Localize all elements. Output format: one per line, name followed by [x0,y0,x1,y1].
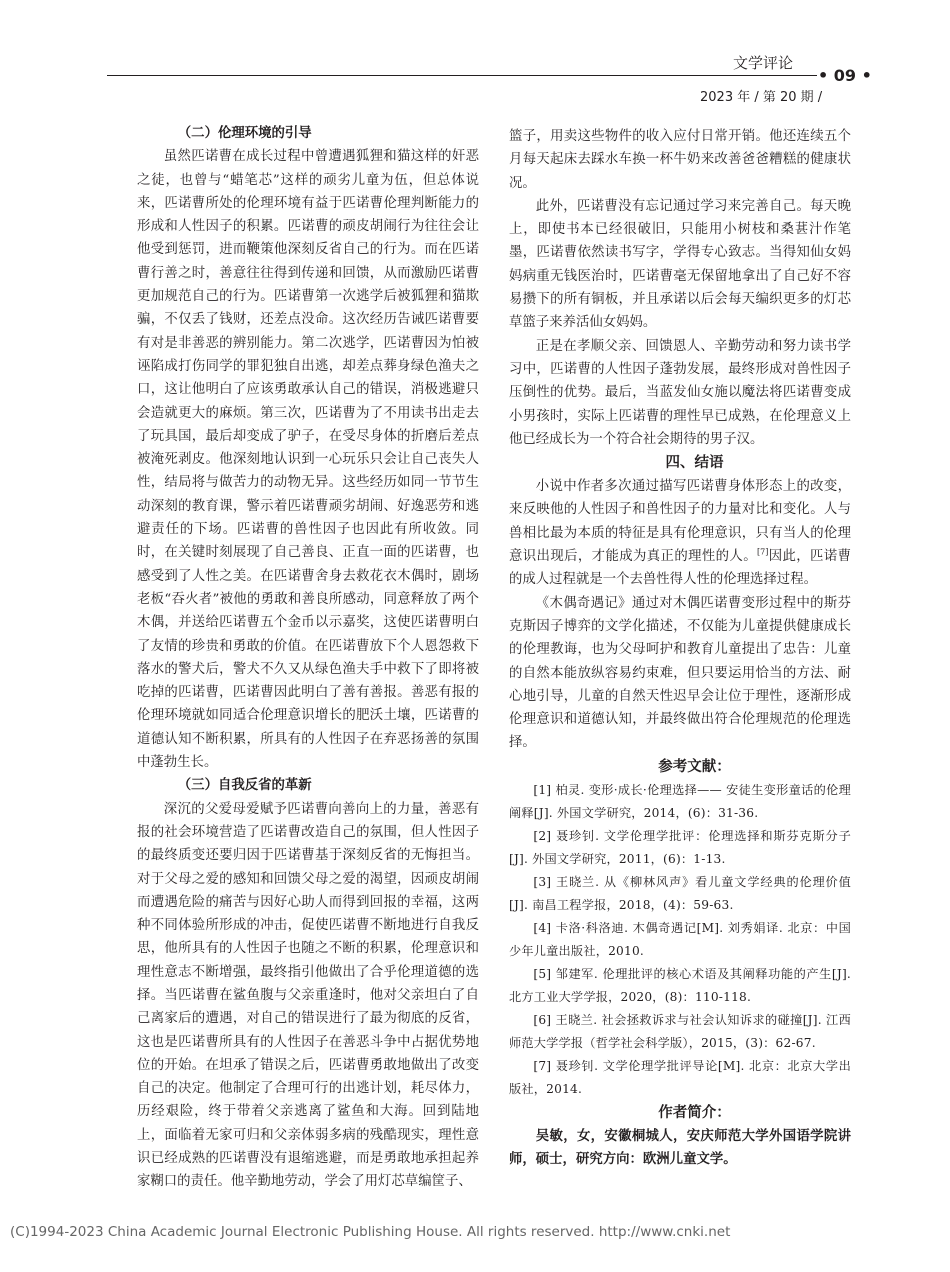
paragraph: 《木偶奇遇记》通过对木偶匹诺曹变形过程中的斯芬克斯因子博弈的文学化描述，不仅能为儿童提供健康成长的伦理教诲，也为父母呵护和教育儿童提出了忠告：儿童的自然本能放纵容易约束难，但只要运用恰当的方法、耐心地引导，儿童的自然天性迟早会让位于理性，逐渐形成伦理意识和道德认知，并最终做出符合伦理规范的伦理选择。 [509,595,851,751]
paragraph: 此外，匹诺曹没有忘记通过学习来完善自己。每天晚上，即使书本已经很破旧，只能用小树枝和桑葚汁作笔墨，匹诺曹依然读书写字，学得专心致志。当得知仙女妈妈病重无钱医治时，匹诺曹毫无保留地拿出了自己好不容易攒下的所有铜板，并且承诺以后会每天编织更多的灯芯草篮子来养活仙女妈妈。 [509,198,851,331]
paragraph: 正是在孝顺父亲、回馈恩人、辛勤劳动和努力读书学习中，匹诺曹的人性因子蓬勃发展，最终形成对兽性因子压倒性的优势。最后，当蓝发仙女施以魔法将匹诺曹变成小男孩时，实际上匹诺曹的理性早已成熟，在伦理意义上他已经成长为一个符合社会期待的男子汉。 [509,338,851,447]
references-heading: 参考文献： [658,757,731,775]
paragraph: 篮子，用卖这些物件的收入应付日常开销。他还连续五个月每天起床去踩水车换一杯牛奶来改善爸爸糟糕的健康状况。 [509,129,851,191]
reference-item: [5] 邹建军. 伦理批评的核心术语及其阐释功能的产生[J]. 北方工业大学学报，2020，(8)：110-118. [509,966,851,1004]
section-heading: 四、结语 [665,454,724,472]
issue-label: 2023 年 / 第 20 期 / [700,90,823,105]
section-heading: （三）自我反省的革新 [177,777,312,794]
reference-item: [1] 柏灵. 变形·成长·伦理选择—— 安徒生变形童话的伦理阐释[J]. 外国文学研究，2014，(6)：31-36. [509,782,851,820]
left-column [137,122,479,1194]
reference-item: [7] 聂珍钊. 文学伦理学批评导论[M]. 北京：北京大学出版社，2014. [509,1058,851,1096]
paragraph: 深沉的父爱母爱赋予匹诺曹向善向上的力量，善恶有报的社会环境营造了匹诺曹改造自己的氛围，但人性因子的最终质变还要归因于匹诺曹基于深刻反省的无悔担当。对于父母之爱的感知和回馈父母之爱的渴望，因顽皮胡闹而遭遇危险的痛苦与因好心助人而得到回报的幸福，这两种不同体验所形成的冲击，促使匹诺曹不断地进行自我反思，他所具有的人性因子也随之不断的积累，伦理意识和理性意志不断增强，最终指引他做出了合乎伦理道德的选择。当匹诺曹在鲨鱼腹与父亲重逢时，他对父亲坦白了自己离家后的遭遇，对自己的错误进行了最为彻底的反省，这也是匹诺曹所具有的人性因子在善恶斗争中占据优势地位的开始。在坦承了错误之后，匹诺曹勇敢地做出了改变自己的决定。他制定了合理可行的出逃计划，耗尽体力，历经艰险，终于带着父亲逃离了鲨鱼和大海。回到陆地上，面临着无家可归和父亲体弱多病的残酷现实，理性意识已经成熟的匹诺曹没有退缩逃避，而是勇敢地承担起养家糊口的责任。他辛勤地劳动，学会了用灯芯草编筐子、 [137,801,479,1190]
right-column [509,125,851,1171]
copyright-footer: (C)1994-2023 China Academic Journal Electronic Publishing House. All rights reserved. http://www.cnki.net [10,1224,731,1240]
paragraph-text: 因此，匹诺曹的成人过程就是一个去兽性得人性的伦理选择过程。 [509,549,852,588]
paragraph [509,475,851,591]
author-bio: 吴敏，女，安徽桐城人，安庆师范大学外国语学院讲师，硕士，研究方向：欧洲儿童文学。 [509,1127,851,1168]
paragraph-text: 小说中作者多次通过描写匹诺曹身体形态上的改变，来反映他的人性因子和兽性因子的力量对比和变化。人与兽相比最为本质的特征是具有伦理意识，只有当人的伦理意识出现后，才能成为真正的理性的人。 [509,479,851,565]
citation-mark: [7] [757,547,769,557]
reference-item: [2] 聂珍钊. 文学伦理学批评：伦理选择和斯芬克斯分子[J]. 外国文学研究，2011，(6)：1-13. [509,828,851,866]
reference-item: [4] 卡洛·科洛迪. 木偶奇遇记[M]. 刘秀娟译. 北京：中国少年儿童出版社，2010. [509,920,851,958]
header-rule [107,75,817,76]
page-number: • 09 • [818,66,872,85]
reference-item: [3] 王晓兰. 从《柳林风声》看儿童文学经典的伦理价值[J]. 南昌工程学报，2018，(4)：59-63. [509,874,851,912]
journal-name: 文学评论 [733,54,794,72]
author-heading: 作者简介： [658,1103,731,1121]
section-heading: （二）伦理环境的引导 [177,125,312,141]
reference-item: [6] 王晓兰. 社会拯救诉求与社会认知诉求的碰撞[J]. 江西师范大学学报（哲学社会科学版），2015，(3)：62-67. [509,1012,851,1050]
paragraph: 虽然匹诺曹在成长过程中曾遭遇狐狸和猫这样的奸恶之徒，也曾与“蜡笔芯”这样的顽劣儿童为伍，但总体说来，匹诺曹所处的伦理环境有益于匹诺曹伦理判断能力的形成和人性因子的积累。匹诺曹的顽皮胡闹行为往往会让他受到惩罚，进而鞭策他深刻反省自己的行为。而在匹诺曹行善之时，善意往往得到传递和回馈，从而激励匹诺曹更加规范自己的行为。匹诺曹第一次逃学后被狐狸和猫欺骗，不仅丢了钱财，还差点没命。这次经历告诫匹诺曹要有对是非善恶的辨别能力。第二次逃学，匹诺曹因为怕被诬陷成打伤同学的罪犯独自出逃，却差点葬身绿色渔夫之口，这让他明白了应该勇敢承认自己的错误，消极逃避只会造就更大的麻烦。第三次，匹诺曹为了不用读书出走去了玩具国，最后却变成了驴子，在受尽身体的折磨后差点被淹死剥皮。他深刻地认识到一心玩乐只会让自己丧失人性，结局将与做苦力的动物无异。这些经历如同一节节生动深刻的教育课，警示着匹诺曹顽劣胡闹、好逸恶劳和逃避责任的下场。匹诺曹的兽性因子也因此有所收敛。同时，在关键时刻展现了自己善良、正直一面的匹诺曹，也感受到了人性之美。在匹诺曹舍身去救花衣木偶时，剧场老板“吞火者”被他的勇敢和善良所感动，同意释放了两个木偶，并送给匹诺曹五个金币以示嘉奖，这使匹诺曹明白了友情的珍贵和勇敢的价值。在匹诺曹放下个人恩怨救下落水的警犬后，警犬不久又从绿色渔夫手中救下了即将被吃掉的匹诺曹，匹诺曹因此明白了善有善报。善恶有报的伦理环境就如同适合伦理意识增长的肥沃土壤，匹诺曹的道德认知不断积累，所具有的人性因子在弃恶扬善的氛围中蓬勃生长。 [137,149,479,771]
